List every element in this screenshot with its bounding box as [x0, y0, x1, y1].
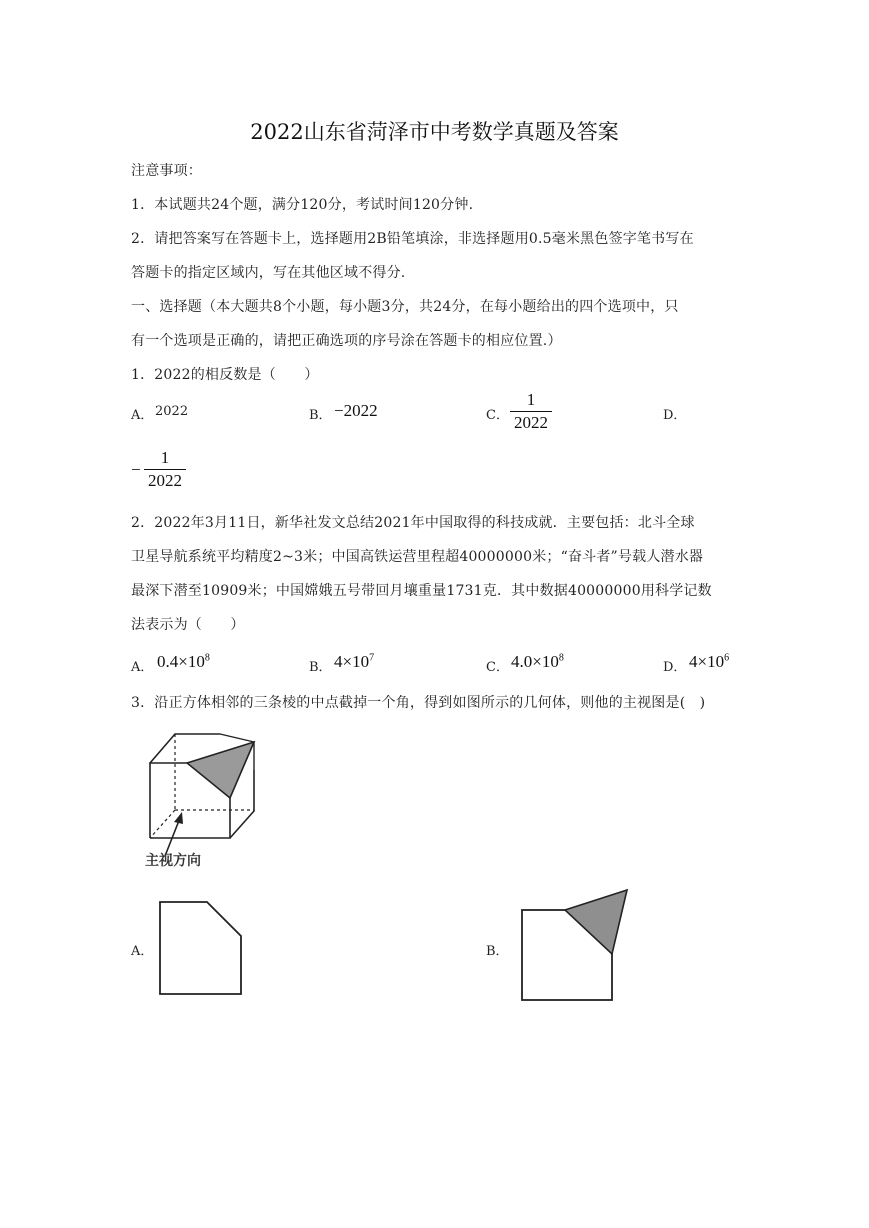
q1-stem: 1．2022的相反数是（ ）: [131, 367, 319, 383]
q1-option-d-denominator: 2022: [148, 471, 182, 490]
q2-option-b-value: $4\times 10^7$: [334, 652, 375, 671]
q3-stem: 3．沿正方体相邻的三条棱的中点截掉一个角，得到如图所示的几何体，则他的主视图是( ): [131, 695, 706, 711]
q1-option-d-sign: −: [131, 460, 141, 479]
notice-heading: 注意事项：: [131, 163, 202, 179]
notice-item-2-line1: 2．请把答案写在答题卡上，选择题用2B铅笔填涂，非选择题用0.5毫米黑色签字笔书写在: [131, 231, 694, 247]
q2-stem-line2: 卫星导航系统平均精度2~3米；中国高铁运营里程超40000000米；“奋斗者”号载人潜水器: [131, 549, 704, 565]
page-title: 2022山东省菏泽市中考数学真题及答案: [250, 120, 619, 144]
cube-hidden-edge: [150, 810, 175, 838]
q3-option-b-figure: [515, 884, 635, 1008]
q1-option-a-label: A．: [131, 408, 154, 423]
cube-front-edge: [150, 798, 230, 838]
q1-option-d-numerator: 1: [160, 448, 170, 467]
q2-stem-line1: 2．2022年3月11日，新华社发文总结2021年中国取得的科技成就．主要包括：北斗全球: [131, 515, 695, 531]
fraction-bar: [510, 411, 552, 412]
cube-front-edge: [150, 763, 187, 838]
q2-option-a-label: A．: [131, 660, 154, 675]
q2-option-d-value: $4\times 10^6$: [689, 652, 730, 671]
q3-option-a-label: A．: [131, 944, 154, 959]
arrow-head-icon: [174, 812, 183, 824]
q3-option-a-figure: [155, 896, 251, 1000]
notice-item-2-line2: 答题卡的指定区域内，写在其他区域不得分.: [131, 265, 406, 281]
q1-option-b-label: B．: [309, 408, 332, 423]
option-b-triangle: [565, 890, 627, 954]
q1-option-c-label: C．: [486, 408, 509, 423]
cube-top-edge: [220, 734, 254, 742]
q2-stem-line3: 最深下潜至10909米；中国嫦娥五号带回月壤重量1731克．其中数据40000000用科学记数: [131, 583, 712, 599]
cut-corner-triangle: [187, 742, 254, 798]
q2-option-b-label: B．: [309, 660, 332, 675]
q2-option-a-value: $0.4\times 10^8$: [157, 652, 210, 671]
section-heading-line2: 有一个选项是正确的，请把正确选项的序号涂在答题卡的相应位置.）: [131, 333, 562, 349]
q1-option-d-label: D．: [663, 408, 687, 423]
q1-option-d-fraction: [144, 448, 186, 491]
option-a-shape: [160, 902, 241, 994]
q1-option-c-denominator: 2022: [514, 413, 548, 432]
q2-option-c-label: C．: [486, 660, 509, 675]
notice-item-1: 1．本试题共24个题，满分120分，考试时间120分钟.: [131, 197, 474, 213]
q1-option-c-numerator: 1: [526, 390, 536, 409]
q1-option-a-value: 2022: [155, 404, 189, 419]
q1-option-b-value: −2022: [334, 401, 378, 420]
q1-option-c-fraction: [510, 390, 552, 433]
q3-figure-caption: 主视方向: [145, 853, 201, 869]
section-heading-line1: 一、选择题（本大题共8个小题，每小题3分，共24分，在每小题给出的四个选项中，只: [131, 299, 679, 315]
q2-option-c-value: $4.0\times 10^8$: [511, 652, 564, 671]
q2-stem-line4: 法表示为（ ）: [131, 617, 245, 633]
q2-option-d-label: D．: [663, 660, 687, 675]
fraction-bar: [144, 469, 186, 470]
q3-option-b-label: B．: [486, 944, 509, 959]
